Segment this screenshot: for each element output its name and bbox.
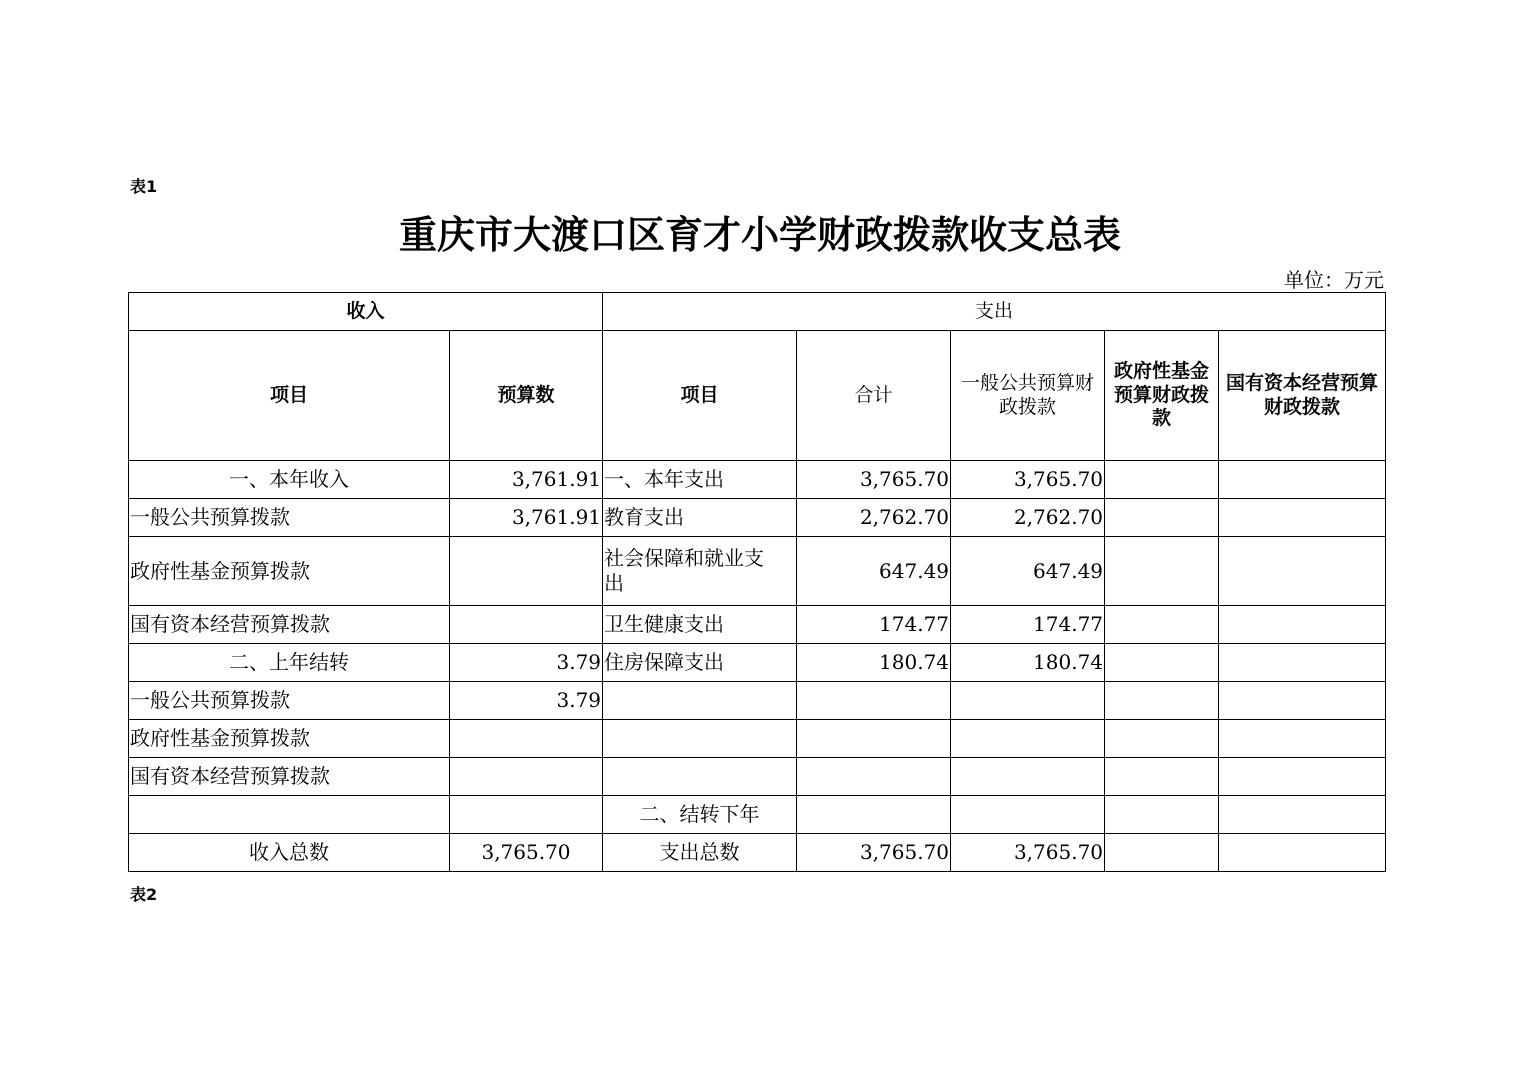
income-amount-cell: 3,761.91 [450, 461, 603, 499]
gov-fund-cell [1105, 796, 1219, 834]
column-header: 政府性基金预算财政拨款 [1105, 331, 1219, 461]
income-amount-cell [450, 720, 603, 758]
general-budget-cell: 2,762.70 [951, 499, 1105, 537]
gov-fund-cell [1105, 461, 1219, 499]
state-capital-cell [1219, 834, 1386, 872]
income-amount-cell: 3,765.70 [450, 834, 603, 872]
state-capital-cell [1219, 499, 1386, 537]
income-item-cell: 一般公共预算拨款 [129, 499, 450, 537]
table-row [129, 796, 1386, 834]
gov-fund-cell [1105, 644, 1219, 682]
general-budget-cell [951, 758, 1105, 796]
table-row [129, 682, 1386, 720]
expense-total-cell: 2,762.70 [797, 499, 951, 537]
expense-item-cell: 卫生健康支出 [603, 606, 797, 644]
income-amount-cell: 3.79 [450, 644, 603, 682]
gov-fund-cell [1105, 537, 1219, 606]
table-row [129, 834, 1386, 872]
income-amount-cell: 3,761.91 [450, 499, 603, 537]
column-header: 项目 [129, 331, 450, 461]
table-number-label: 表1 [130, 177, 158, 196]
income-item-cell: 二、上年结转 [129, 644, 450, 682]
general-budget-cell [951, 682, 1105, 720]
general-budget-cell: 174.77 [951, 606, 1105, 644]
income-item-cell: 一、本年收入 [129, 461, 450, 499]
income-item-cell: 国有资本经营预算拨款 [129, 758, 450, 796]
income-item-cell: 一般公共预算拨款 [129, 682, 450, 720]
page-title: 重庆市大渡口区育才小学财政拨款收支总表 [398, 213, 1121, 257]
table-row [129, 461, 1386, 499]
expense-total-cell [797, 796, 951, 834]
gov-fund-cell [1105, 499, 1219, 537]
gov-fund-cell [1105, 606, 1219, 644]
expense-group-header: 支出 [603, 293, 1386, 331]
state-capital-cell [1219, 758, 1386, 796]
expense-total-cell: 174.77 [797, 606, 951, 644]
expense-total-cell [797, 720, 951, 758]
expense-total-cell [797, 758, 951, 796]
expense-total-cell: 647.49 [797, 537, 951, 606]
expense-total-cell: 180.74 [797, 644, 951, 682]
general-budget-cell [951, 796, 1105, 834]
income-item-cell: 国有资本经营预算拨款 [129, 606, 450, 644]
income-group-header: 收入 [129, 293, 603, 331]
column-header: 一般公共预算财政拨款 [951, 331, 1105, 461]
general-budget-cell: 3,765.70 [951, 834, 1105, 872]
gov-fund-cell [1105, 720, 1219, 758]
gov-fund-cell [1105, 758, 1219, 796]
general-budget-cell [951, 720, 1105, 758]
unit-label: 单位：万元 [1284, 268, 1384, 292]
income-amount-cell [450, 758, 603, 796]
income-item-cell: 收入总数 [129, 834, 450, 872]
expense-total-cell [797, 682, 951, 720]
expense-item-cell: 一、本年支出 [603, 461, 797, 499]
income-item-cell: 政府性基金预算拨款 [129, 720, 450, 758]
state-capital-cell [1219, 644, 1386, 682]
general-budget-cell: 647.49 [951, 537, 1105, 606]
table-row [129, 644, 1386, 682]
table-row [129, 758, 1386, 796]
finance-summary-table [128, 292, 1386, 872]
general-budget-cell: 180.74 [951, 644, 1105, 682]
state-capital-cell [1219, 682, 1386, 720]
state-capital-cell [1219, 720, 1386, 758]
state-capital-cell [1219, 537, 1386, 606]
column-header: 合计 [797, 331, 951, 461]
expense-item-cell [603, 682, 797, 720]
column-header: 国有资本经营预算财政拨款 [1219, 331, 1386, 461]
income-item-cell: 政府性基金预算拨款 [129, 537, 450, 606]
state-capital-cell [1219, 796, 1386, 834]
income-amount-cell [450, 537, 603, 606]
state-capital-cell [1219, 606, 1386, 644]
expense-item-cell: 住房保障支出 [603, 644, 797, 682]
table-row [129, 537, 1386, 606]
column-header: 项目 [603, 331, 797, 461]
income-item-cell [129, 796, 450, 834]
expense-item-cell [603, 758, 797, 796]
expense-total-cell: 3,765.70 [797, 461, 951, 499]
income-amount-cell [450, 606, 603, 644]
expense-item-cell: 支出总数 [603, 834, 797, 872]
expense-total-cell: 3,765.70 [797, 834, 951, 872]
expense-item-cell: 社会保障和就业支出 [603, 537, 797, 606]
state-capital-cell [1219, 461, 1386, 499]
column-header: 预算数 [450, 331, 603, 461]
expense-item-cell [603, 720, 797, 758]
next-table-label: 表2 [130, 885, 158, 904]
income-amount-cell: 3.79 [450, 682, 603, 720]
gov-fund-cell [1105, 682, 1219, 720]
gov-fund-cell [1105, 834, 1219, 872]
general-budget-cell: 3,765.70 [951, 461, 1105, 499]
expense-item-cell: 教育支出 [603, 499, 797, 537]
table-row [129, 720, 1386, 758]
table-row [129, 606, 1386, 644]
table-row [129, 499, 1386, 537]
expense-item-cell: 二、结转下年 [603, 796, 797, 834]
income-amount-cell [450, 796, 603, 834]
